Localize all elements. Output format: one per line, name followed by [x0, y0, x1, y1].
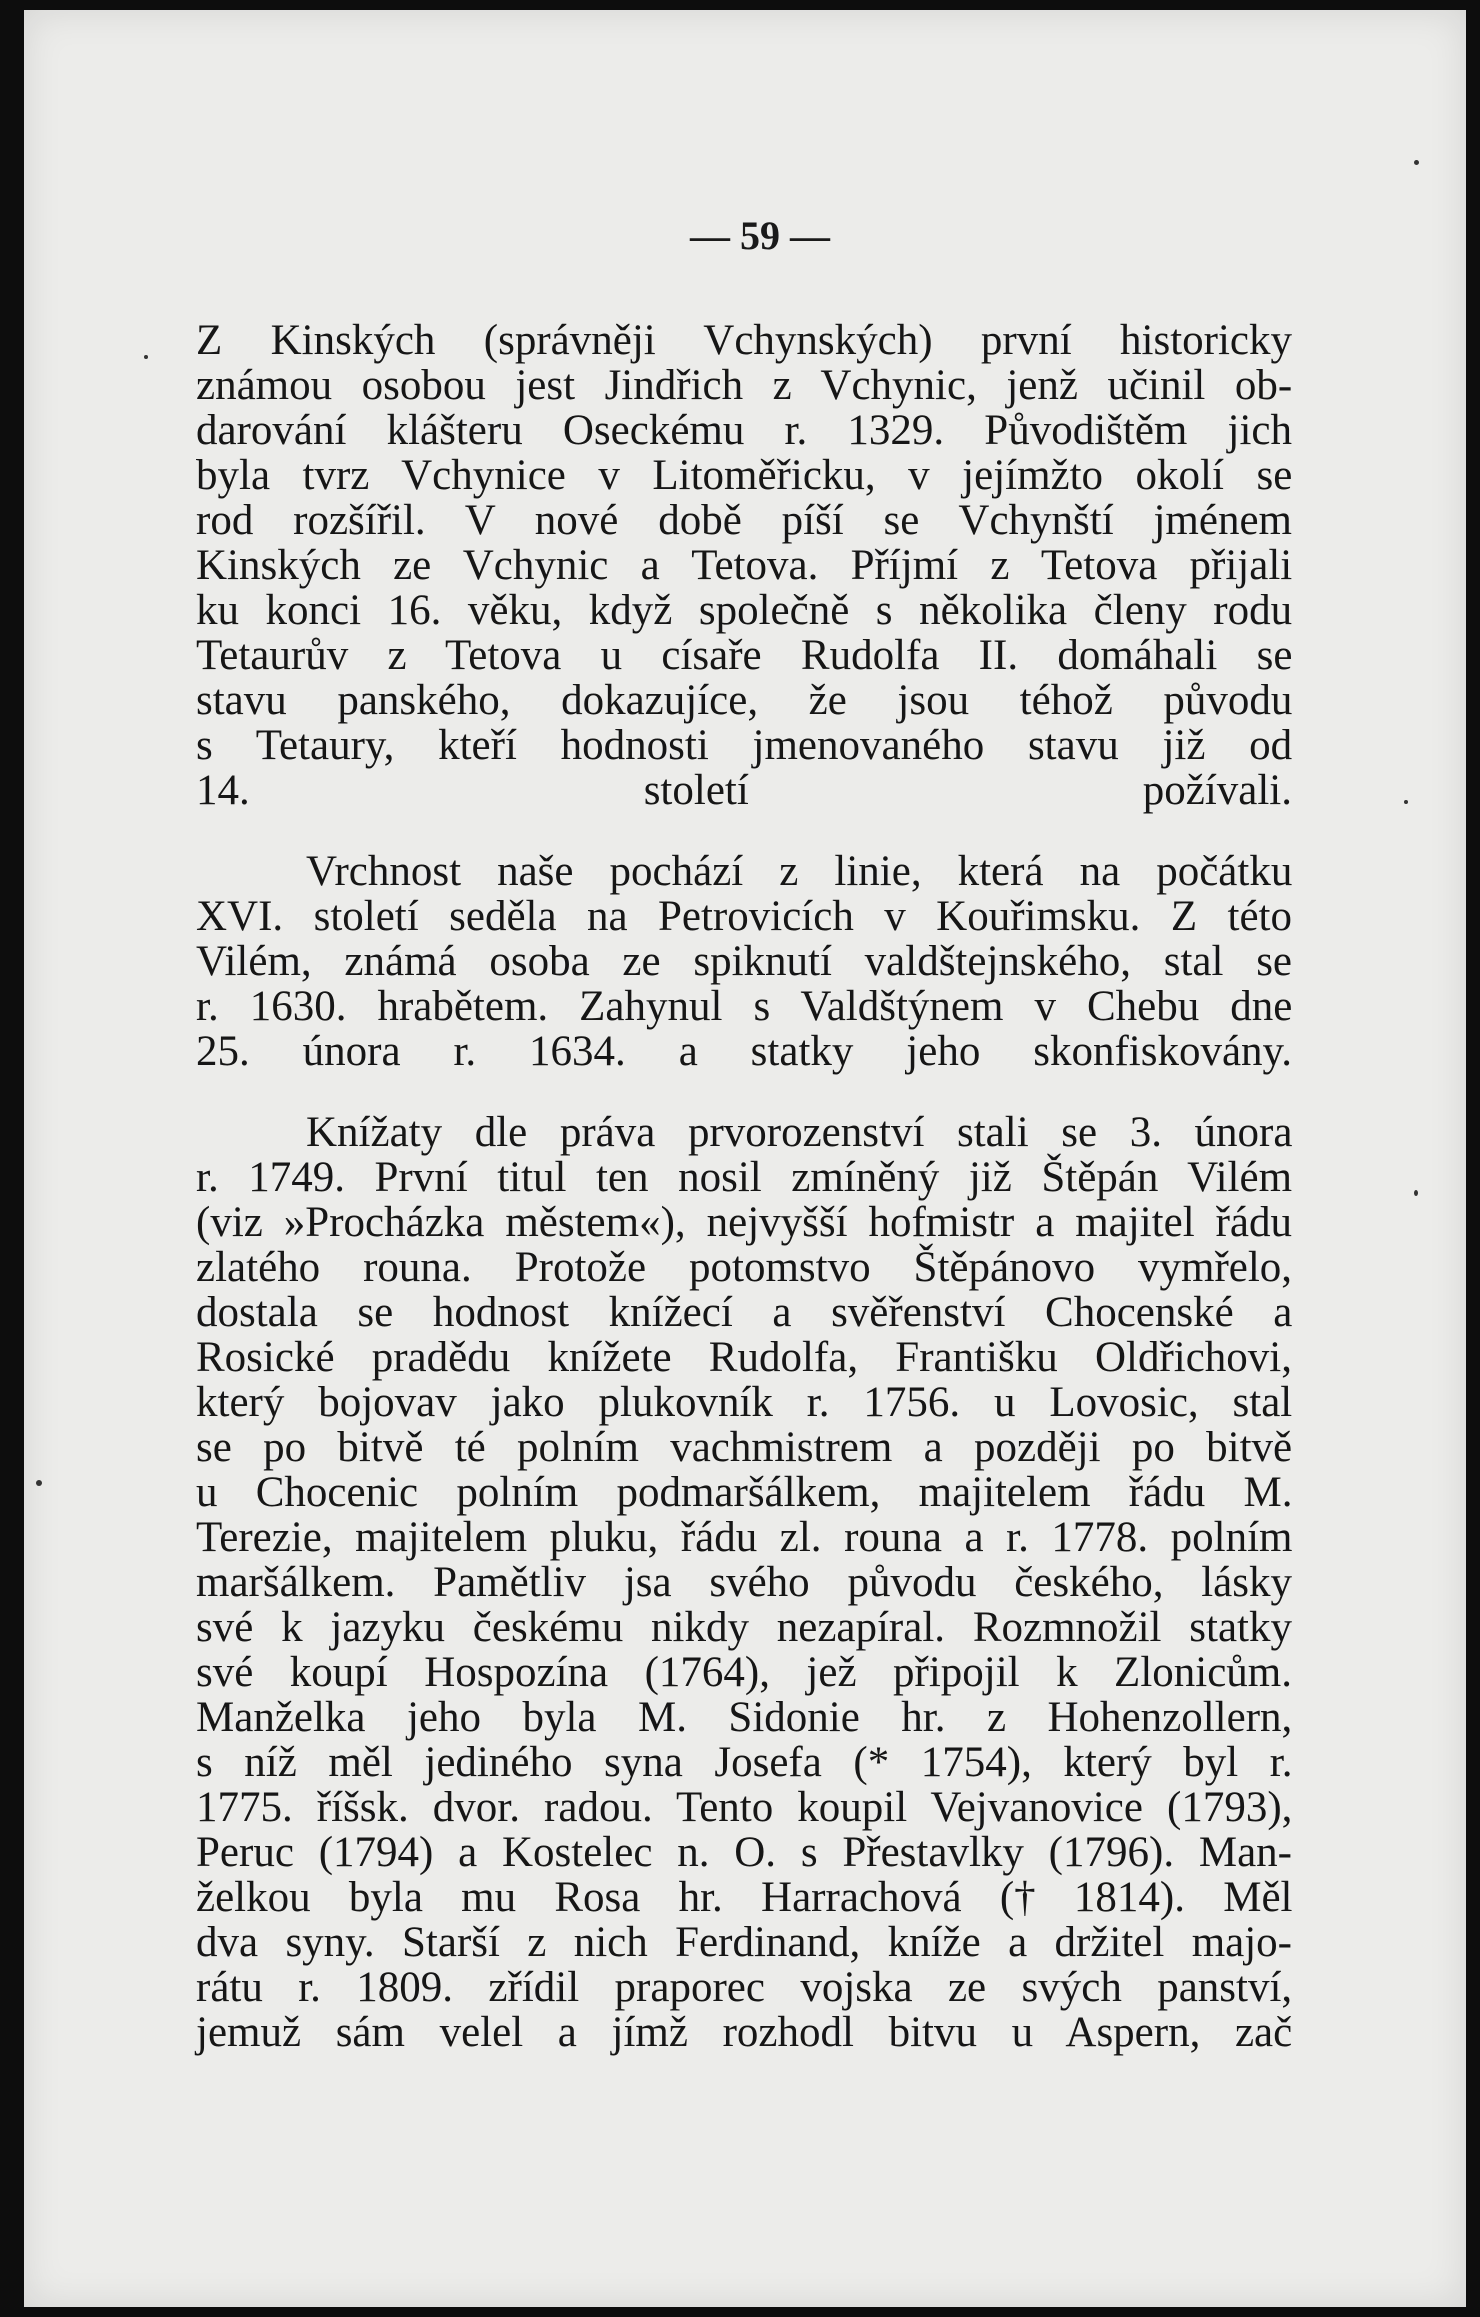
- text-line: XVI. století seděla na Petrovicích v Kouřimsku. Z této: [196, 893, 1292, 940]
- scan-speck: [1414, 160, 1419, 165]
- paragraph-1: [196, 318, 1292, 813]
- text-line: (viz »Procházka městem«), nejvyšší hofmistr a majitel řádu: [196, 1199, 1292, 1246]
- scan-speck: [36, 1480, 42, 1486]
- text-line: želkou byla mu Rosa hr. Harrachová († 1814). Měl: [196, 1874, 1293, 1921]
- scan-speck: [1414, 1190, 1418, 1196]
- paragraph-gap: [196, 813, 1292, 849]
- paragraph-3: [196, 1110, 1292, 1155]
- scan-speck: [1404, 800, 1408, 804]
- text-line: r. 1630. hrabětem. Zahynul s Valdštýnem v Chebu dne: [196, 983, 1293, 1030]
- text-line: Rosické pradědu knížete Rudolfa, Františku Oldřichovi,: [196, 1334, 1292, 1381]
- paragraph-2: [196, 849, 1292, 894]
- text-line: který bojovav jako plukovník r. 1756. u Lovosic, stal: [196, 1379, 1293, 1426]
- text-line: s Tetaury, kteří hodnosti jmenovaného stavu již od: [196, 722, 1293, 769]
- paragraph-3-body: [196, 1155, 1292, 2055]
- text-line: ku konci 16. věku, když společně s několika členy rodu: [196, 587, 1293, 634]
- text-line: Peruc (1794) a Kostelec n. O. s Přestavlky (1796). Man-: [196, 1829, 1292, 1876]
- text-line: Knížaty dle práva prvorozenství stali se 3. února: [306, 1109, 1293, 1156]
- text-line: Z Kinských (správněji Vchynských) první historicky: [196, 317, 1293, 364]
- page-body-text: [196, 318, 1292, 2055]
- text-line: Tetaurův z Tetova u císaře Rudolfa II. domáhali se: [196, 632, 1293, 679]
- text-line: se po bitvě té polním vachmistrem a později po bitvě: [196, 1424, 1293, 1471]
- text-line-last: 25. února r. 1634. a statky jeho skonfiskovány.: [196, 1028, 1292, 1075]
- text-line: známou osobou jest Jindřich z Vchynic, jenž učinil ob-: [196, 362, 1293, 409]
- text-line: dva syny. Starší z nich Ferdinand, kníže a držitel majo-: [196, 1919, 1292, 1966]
- paragraph-2-body: [196, 894, 1292, 1074]
- text-line: Terezie, majitelem pluku, řádu zl. rouna a r. 1778. polním: [196, 1514, 1293, 1561]
- text-line: darování klášteru Oseckému r. 1329. Původištěm jich: [196, 407, 1292, 454]
- text-line: r. 1749. První titul ten nosil zmíněný již Štěpán Vilém: [196, 1154, 1293, 1201]
- text-line: Vilém, známá osoba ze spiknutí valdštejnského, stal se: [196, 938, 1293, 985]
- text-line: Manželka jeho byla M. Sidonie hr. z Hohenzollern,: [196, 1694, 1293, 1741]
- text-line: jemuž sám velel a jímž rozhodl bitvu u Aspern, zač: [196, 2009, 1293, 2056]
- scan-left-border: [0, 0, 24, 2317]
- text-line: u Chocenic polním podmaršálkem, majitelem řádu M.: [196, 1469, 1293, 1516]
- text-line: své koupí Hospozína (1764), jež připojil k Zlonicům.: [196, 1649, 1292, 1696]
- text-line: byla tvrz Vchynice v Litoměřicku, v jejímžto okolí se: [196, 452, 1293, 499]
- text-line: své k jazyku českému nikdy nezapíral. Rozmnožil statky: [196, 1604, 1292, 1651]
- text-line: s níž měl jediného syna Josefa (* 1754), který byl r.: [196, 1739, 1293, 1786]
- text-line: Vrchnost naše pochází z linie, která na počátku: [306, 848, 1293, 895]
- text-line: dostala se hodnost knížecí a svěřenství Chocenské a: [196, 1289, 1293, 1336]
- text-line: stavu panského, dokazujíce, že jsou téhož původu: [196, 677, 1293, 724]
- text-line-last: 14. století požívali.: [196, 767, 1292, 814]
- page-number: — 59 —: [690, 213, 830, 258]
- text-line: 1775. říšsk. dvor. radou. Tento koupil Vejvanovice (1793),: [196, 1784, 1293, 1831]
- text-line: zlatého rouna. Protože potomstvo Štěpánovo vymřelo,: [196, 1244, 1293, 1291]
- text-line: rátu r. 1809. zřídil praporec vojska ze svých panství,: [196, 1964, 1293, 2011]
- text-line: maršálkem. Pamětliv jsa svého původu českého, lásky: [196, 1559, 1292, 1606]
- text-line: Kinských ze Vchynic a Tetova. Příjmí z Tetova přijali: [196, 542, 1293, 589]
- paragraph-gap: [196, 1074, 1292, 1110]
- scan-speck: [144, 355, 148, 359]
- text-line: rod rozšířil. V nové době píší se Vchynští jménem: [196, 497, 1292, 544]
